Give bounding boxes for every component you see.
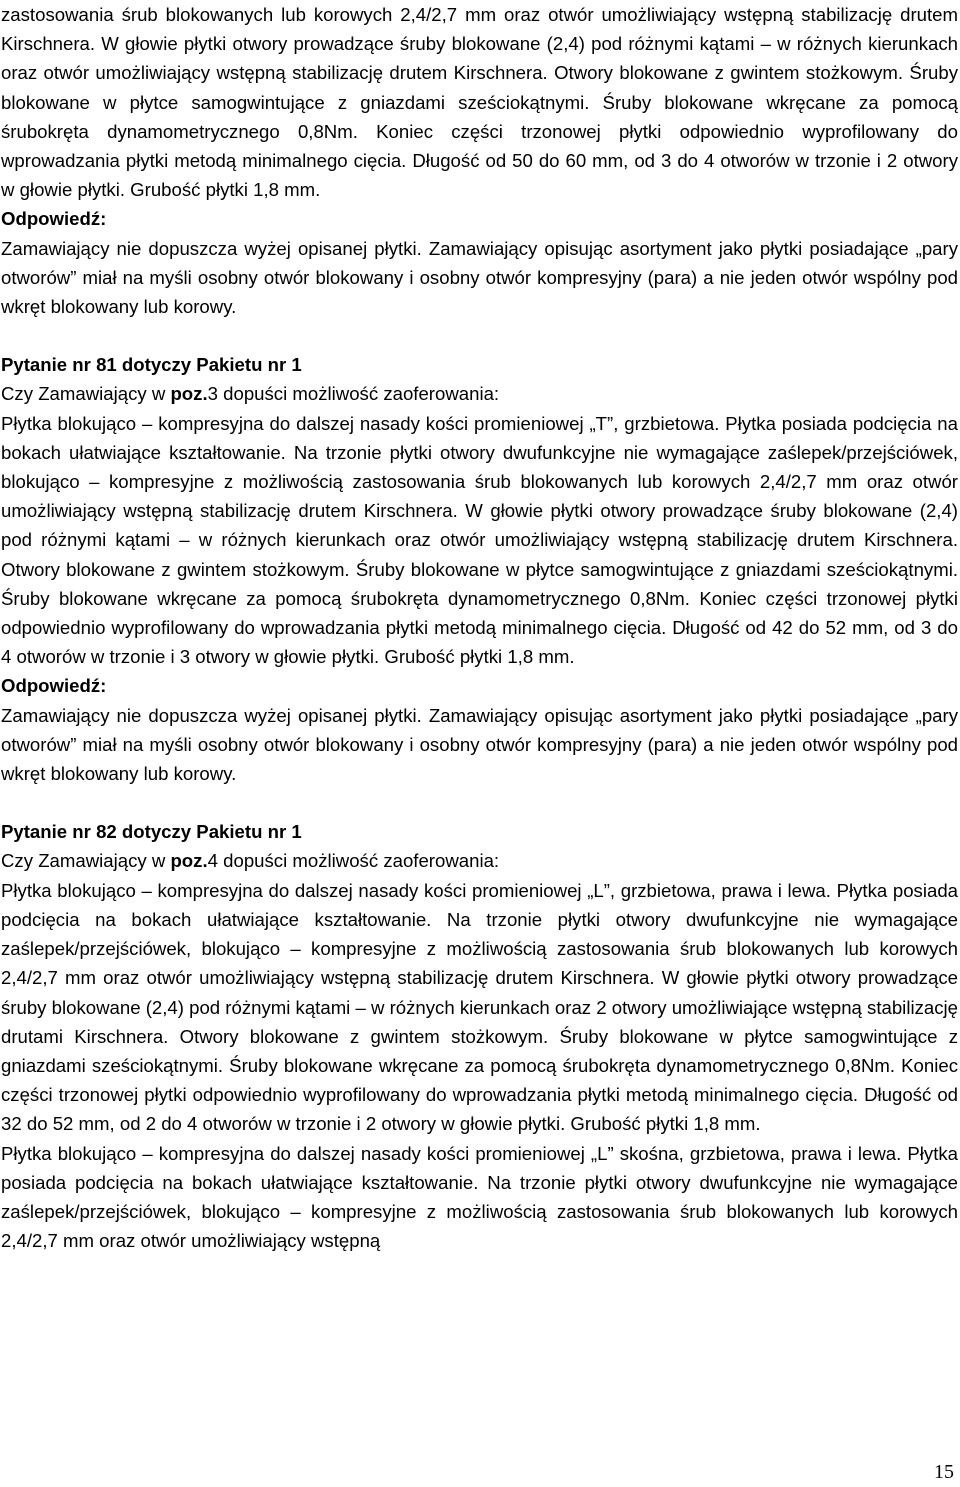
question-81-answer-text: Zamawiający nie dopuszcza wyżej opisanej płytki. Zamawiający opisując asortyment jako płytki posiadające „pary otworów” miał na myśli osobny otwór blokowany i osobny otwór kompresyjny (para) a nie jeden otwór wspólny pod wkręt blokowany lub korowy. [1,704,958,785]
question-81-intro [1,379,958,408]
question-81-intro-before: Czy Zamawiający w [1,383,171,405]
question-81 [1,350,958,788]
question-82 [1,817,958,1255]
question-82-intro-before: Czy Zamawiający w [1,850,171,872]
question-81-intro-after: 3 dopuści możliwość zaoferowania: [207,383,500,405]
question-81-body: Płytka blokująco – kompresyjna do dalszej nasady kości promieniowej „T”, grzbietowa. Płytka posiada podcięcia na bokach ułatwiające kształtowanie. Na trzonie płytki otwory dwufunkcyjne nie wymagające zaślepek/przejściówek, blokująco – kompresyjne z możliwością zastosowania śrub blokowanych lub korowych 2,4/2,7 mm oraz otwór umożliwiający wstępną stabilizację drutem Kirschnera. W głowie płytki otwory prowadzące śruby blokowane (2,4) pod różnymi kątami – w różnych kierunkach oraz otwór umożliwiający wstępną stabilizację drutem Kirschnera. Otwory blokowane z gwintem stożkowym. Śruby blokowane w płytce samogwintujące z gniazdami sześciokątnymi. Śruby blokowane wkręcane za pomocą śrubokręta dynamometrycznego 0,8Nm. Koniec części trzonowej płytki odpowiednio wyprofilowany do wprowadzania płytki metodą minimalnego cięcia. Długość od 42 do 52 mm, od 3 do 4 otworów w trzonie i 3 otwory w głowie płytki. Grubość płytki 1,8 mm. [1,412,958,668]
question-82-intro-poz: poz. [170,850,208,872]
spacer [1,788,958,817]
question-82-intro-after: 4 dopuści możliwość zaoferowania: [207,850,500,872]
question-82-body-plate-l-oblique: Płytka blokująco – kompresyjna do dalszej nasady kości promieniowej „L” skośna, grzbietowa, prawa i lewa. Płytka posiada podcięcia na bokach ułatwiające kształtowanie. Na trzonie płytki otwory dwufunkcyjne nie wymagające zaślepek/przejściówek, blokująco – kompresyjne z możliwością zastosowania śrub blokowanych lub korowych 2,4/2,7 mm oraz otwór umożliwiający wstępną [1,1142,958,1252]
previous-question-body: zastosowania śrub blokowanych lub korowych 2,4/2,7 mm oraz otwór umożliwiający wstępną stabilizację drutem Kirschnera. W głowie płytki otwory prowadzące śruby blokowane (2,4) pod różnymi kątami – w różnych kierunkach oraz otwór umożliwiający wstępną stabilizację drutem Kirschnera. Otwory blokowane z gwintem stożkowym. Śruby blokowane w płytce samogwintujące z gniazdami sześciokątnymi. Śruby blokowane wkręcane za pomocą śrubokręta dynamometrycznego 0,8Nm. Koniec części trzonowej płytki odpowiednio wyprofilowany do wprowadzania płytki metodą minimalnego cięcia. Długość od 50 do 60 mm, od 3 do 4 otworów w trzonie i 2 otwory w głowie płytki. Grubość płytki 1,8 mm. [1,4,958,201]
question-81-heading: Pytanie nr 81 dotyczy Pakietu nr 1 [1,354,302,376]
previous-answer-text: Zamawiający nie dopuszcza wyżej opisanej płytki. Zamawiający opisując asortyment jako płytki posiadające „pary otworów” miał na myśli osobny otwór blokowany i osobny otwór kompresyjny (para) a nie jeden otwór wspólny pod wkręt blokowany lub korowy. [1,237,958,318]
previous-question-continuation [1,0,958,321]
question-81-intro-poz: poz. [170,383,208,405]
question-82-body-plate-l: Płytka blokująco – kompresyjna do dalszej nasady kości promieniowej „L”, grzbietowa, prawa i lewa. Płytka posiada podcięcia na bokach ułatwiające kształtowanie. Na trzonie płytki otwory dwufunkcyjne nie wymagające zaślepek/przejściówek, blokująco – kompresyjne z możliwością zastosowania śrub blokowanych lub korowych 2,4/2,7 mm oraz otwór umożliwiający wstępną stabilizację drutem Kirschnera. W głowie płytki otwory prowadzące śruby blokowane (2,4) pod różnymi kątami – w różnych kierunkach oraz 2 otwory umożliwiające wstępną stabilizację drutami Kirschnera. Otwory blokowane z gwintem stożkowym. Śruby blokowane w płytce samogwintujące z gniazdami sześciokątnymi. Śruby blokowane wkręcane za pomocą śrubokręta dynamometrycznego 0,8Nm. Koniec części trzonowej płytki odpowiednio wyprofilowany do wprowadzania płytki metodą minimalnego cięcia. Długość od 32 do 52 mm, od 2 do 4 otworów w trzonie i 2 otwory w głowie płytki. Grubość płytki 1,8 mm. [1,879,958,1135]
question-81-answer-label: Odpowiedź: [1,675,107,697]
previous-answer-label: Odpowiedź: [1,208,107,230]
spacer [1,321,958,350]
question-82-intro [1,846,958,875]
question-82-heading: Pytanie nr 82 dotyczy Pakietu nr 1 [1,821,302,843]
page-number: 15 [934,1461,954,1483]
